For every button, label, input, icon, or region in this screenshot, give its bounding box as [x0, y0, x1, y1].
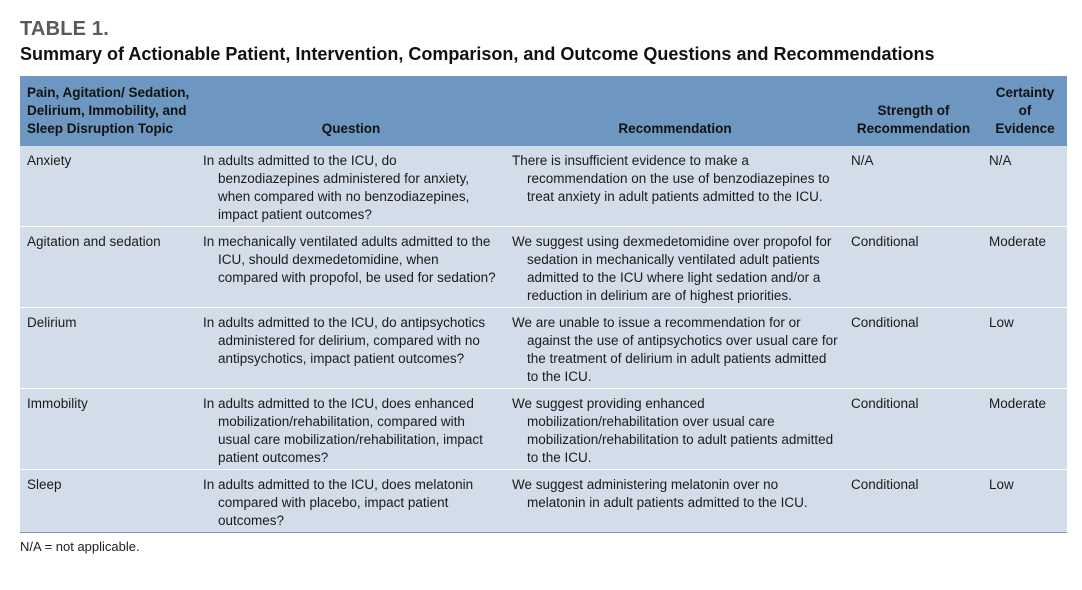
cell-topic: Immobility: [27, 396, 88, 411]
cell-topic: Delirium: [27, 315, 77, 330]
cell-question: In adults admitted to the ICU, do antipsychotics administered for delirium, compared with no antipsychotics, impact patient outcomes?: [203, 315, 486, 366]
cell-question: In adults admitted to the ICU, do benzodiazepines administered for anxiety, when compared with no benzodiazepines, impact patient outcomes?: [203, 153, 470, 222]
cell-recommendation: We suggest providing enhanced mobilization/rehabilitation over usual care mobilization/rehabilitation to adult patients admitted to the ICU.: [512, 396, 834, 465]
cell-certainty: Moderate: [989, 234, 1047, 249]
cell-topic: Sleep: [27, 477, 62, 492]
cell-recommendation: We suggest using dexmedetomidine over propofol for sedation in mechanically ventilated adult patients admitted to the ICU where light sedation and/or a reduction in delirium are of highest priorities.: [512, 234, 832, 303]
cell-certainty: N/A: [989, 153, 1012, 168]
cell-question: In adults admitted to the ICU, does enhanced mobilization/rehabilitation, compared with usual care mobilization/rehabilitation, impact patient outcomes?: [203, 396, 483, 465]
table-header-row: [20, 76, 1067, 146]
table-figure: [20, 0, 1067, 554]
header-topic: Pain, Agitation/ Sedation, Delirium, Immobility, and Sleep Disruption Topic: [27, 85, 190, 136]
cell-strength: N/A: [851, 153, 874, 168]
table-row: [20, 389, 1067, 470]
header-question: Question: [321, 121, 381, 136]
header-certainty: Certainty of Evidence: [995, 85, 1055, 136]
cell-recommendation: We are unable to issue a recommendation for or against the use of antipsychotics over usual care for the treatment of delirium in adult patients admitted to the ICU.: [512, 315, 838, 384]
table-row: [20, 470, 1067, 533]
cell-certainty: Moderate: [989, 396, 1047, 411]
recommendations-table: [20, 76, 1067, 533]
table-footnote: N/A = not applicable.: [20, 539, 140, 554]
cell-topic: Agitation and sedation: [27, 234, 161, 249]
table-row: [20, 146, 1067, 227]
cell-strength: Conditional: [851, 477, 919, 492]
cell-question: In adults admitted to the ICU, does melatonin compared with placebo, impact patient outcomes?: [203, 477, 474, 528]
cell-strength: Conditional: [851, 396, 919, 411]
cell-certainty: Low: [989, 477, 1014, 492]
cell-question: In mechanically ventilated adults admitted to the ICU, should dexmedetomidine, when compared with propofol, be used for sedation?: [203, 234, 496, 285]
cell-recommendation: We suggest administering melatonin over no melatonin in adult patients admitted to the ICU.: [512, 477, 808, 510]
table-row: [20, 227, 1067, 308]
header-strength: Strength of Recommendation: [856, 103, 971, 136]
table-label: TABLE 1.: [20, 18, 110, 40]
cell-strength: Conditional: [851, 315, 919, 330]
cell-recommendation: There is insufficient evidence to make a recommendation on the use of benzodiazepines to treat anxiety in adult patients admitted to the ICU.: [512, 153, 830, 204]
cell-certainty: Low: [989, 315, 1014, 330]
table-title: Summary of Actionable Patient, Intervention, Comparison, and Outcome Questions and Recommendations: [20, 44, 935, 64]
table-row: [20, 308, 1067, 389]
cell-strength: Conditional: [851, 234, 919, 249]
header-recommendation: Recommendation: [618, 121, 732, 136]
cell-topic: Anxiety: [27, 153, 72, 168]
